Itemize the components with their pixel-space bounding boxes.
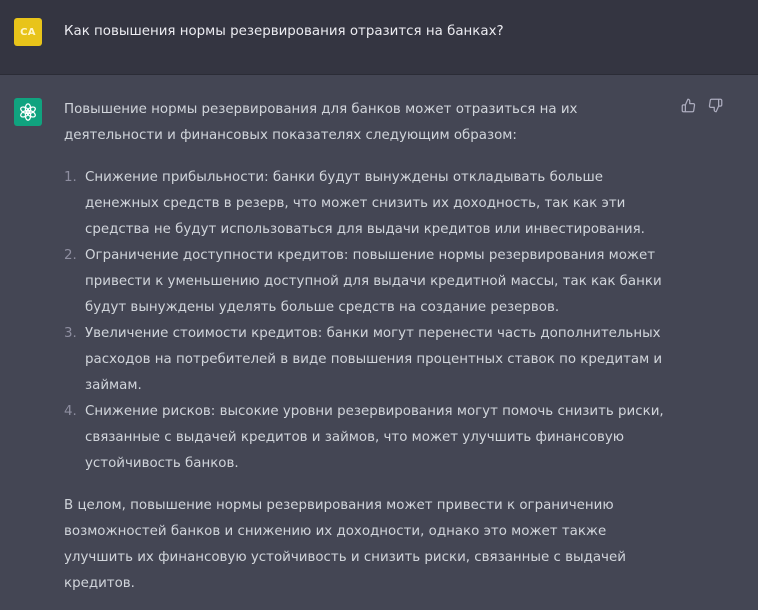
list-item-number: 1.	[64, 170, 77, 185]
thumbs-up-icon	[681, 98, 696, 113]
user-avatar-initials: CA	[20, 26, 36, 38]
thumbs-down-icon	[708, 98, 723, 113]
list-item-text: Увеличение стоимости кредитов: банки могут перенести часть дополнительных расходов на потребителей в виде повышения процентных ставок по кредитам и займам.	[85, 326, 663, 393]
user-message-row	[0, 0, 758, 75]
openai-logo-icon	[18, 102, 38, 122]
answer-list	[64, 165, 676, 477]
list-item-number: 4.	[64, 404, 77, 419]
list-item-number: 2.	[64, 248, 77, 263]
list-item-text: Ограничение доступности кредитов: повышение нормы резервирования может привести к уменьшению доступной для выдачи кредитной массы, так как банки будут вынуждены уделять больше средств на создание резервов.	[85, 248, 662, 315]
list-item	[64, 165, 676, 243]
list-item	[64, 399, 676, 477]
list-item-number: 3.	[64, 326, 77, 341]
answer-intro: Повышение нормы резервирования для банков может отразиться на их деятельности и финансовых показателях следующим образом:	[64, 102, 578, 143]
feedback-buttons	[680, 97, 724, 114]
thumbs-up-button[interactable]	[680, 97, 697, 114]
user-avatar	[14, 18, 42, 46]
list-item-text: Снижение рисков: высокие уровни резервирования могут помочь снизить риски, связанные с выдачей кредитов и займов, что может улучшить финансовую устойчивость банков.	[85, 404, 664, 471]
list-item	[64, 321, 676, 399]
list-item	[64, 243, 676, 321]
list-item-text: Снижение прибыльности: банки будут вынуждены откладывать больше денежных средств в резерв, что может снизить их доходность, так как эти средства не будут использоваться для выдачи кредитов или инвестирования.	[85, 170, 645, 237]
assistant-message-row	[0, 75, 758, 610]
answer-conclusion: В целом, повышение нормы резервирования может привести к ограничению возможностей банков и снижению их доходности, однако это может также улучшить их финансовую устойчивость и снизить риски, связанные с выдачей кредитов.	[64, 498, 626, 591]
assistant-answer	[64, 97, 676, 597]
assistant-avatar	[14, 98, 42, 126]
thumbs-down-button[interactable]	[707, 97, 724, 114]
user-message-text: Как повышения нормы резервирования отразится на банках?	[64, 24, 504, 39]
